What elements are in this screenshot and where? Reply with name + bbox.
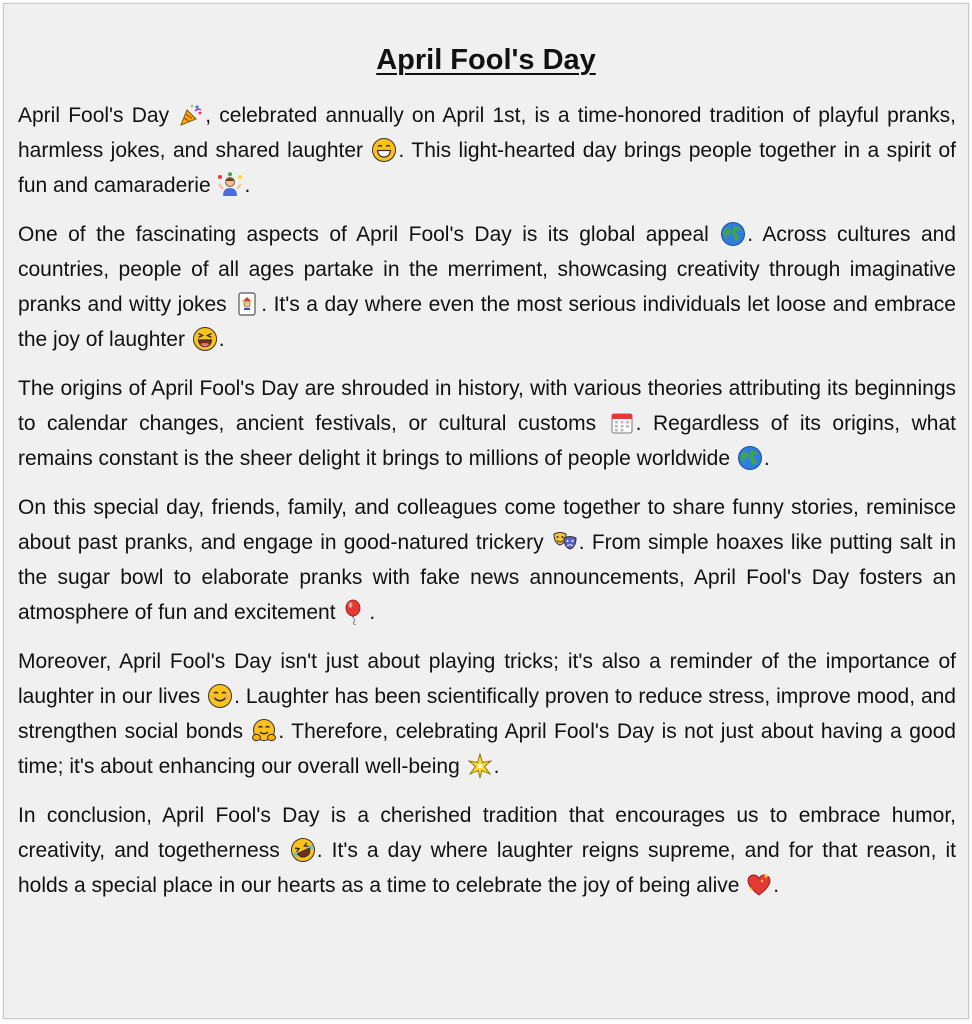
smiling-face-icon xyxy=(207,683,233,709)
paragraph xyxy=(18,798,956,903)
paragraph-text: . From simple hoaxes like putting salt in the sugar bowl to elaborate pranks with fake news announcements, April Fool's Day fosters an atmosphere of fun and excitement xyxy=(18,531,957,624)
paragraph-text: April Fool's Day xyxy=(18,104,178,127)
paragraph xyxy=(18,98,956,203)
paragraph-text: One of the fascinating aspects of April Fool's Day is its global appeal xyxy=(18,223,720,246)
document-page xyxy=(3,3,969,1019)
paragraph xyxy=(18,371,956,476)
paragraph xyxy=(18,644,956,784)
paragraph-text: . xyxy=(493,755,500,778)
paragraph-text: . Across cultures and countries, people of all ages partake in the merriment, showcasing creativity through imaginative pranks and witty jokes xyxy=(18,223,956,316)
sparkling-heart-icon xyxy=(746,872,772,898)
sparkle-star-icon xyxy=(467,753,493,779)
juggling-person-icon xyxy=(217,172,243,198)
paragraph-text: . xyxy=(218,328,225,351)
paragraph-text: . xyxy=(244,174,251,197)
grinning-face-icon xyxy=(371,137,397,163)
balloon-icon xyxy=(342,599,368,625)
masks-icon xyxy=(552,529,578,555)
paragraph-text: . xyxy=(369,601,376,624)
paragraph-text: . Therefore, celebrating April Fool's Day is not just about having a good time; it's about enhancing our overall well-being xyxy=(18,720,956,778)
paragraph-text: . It's a day where laughter reigns supreme, and for that reason, it holds a special place in our hearts as a time to celebrate the joy of being alive xyxy=(18,839,957,897)
paragraph-text: . Laughter has been scientifically proven to reduce stress, improve mood, and strengthen social bonds xyxy=(18,685,956,743)
hugging-face-icon xyxy=(251,718,277,744)
globe-icon xyxy=(720,221,746,247)
paragraph-text: . Regardless of its origins, what remains constant is the sheer delight it brings to millions of people worldwide xyxy=(18,412,956,470)
laughing-face-icon xyxy=(192,326,218,352)
paragraph-text: . xyxy=(763,447,770,470)
calendar-icon xyxy=(609,410,635,436)
paragraph-text: In conclusion, April Fool's Day is a cherished tradition that encourages us to embrace humor, creativity, and togetherness xyxy=(18,804,956,862)
document-body xyxy=(18,98,956,917)
party-popper-icon xyxy=(178,102,204,128)
paragraph-text: On this special day, friends, family, and colleagues come together to share funny stories, reminisce about past pranks, and engage in good-natured trickery xyxy=(18,496,956,554)
paragraph-text: , celebrated annually on April 1st, is a time-honored tradition of playful pranks, harmless jokes, and shared laughter xyxy=(18,104,956,162)
paragraph xyxy=(18,490,956,630)
joker-card-icon xyxy=(234,291,260,317)
rolling-laughing-face-icon xyxy=(290,837,316,863)
paragraph-text: . This light-hearted day brings people together in a spirit of fun and camaraderie xyxy=(18,139,956,197)
paragraph-text: . It's a day where even the most serious individuals let loose and embrace the joy of laughter xyxy=(18,293,956,351)
globe-icon xyxy=(737,445,763,471)
paragraph-text: Moreover, April Fool's Day isn't just about playing tricks; it's also a reminder of the importance of laughter in our lives xyxy=(18,650,956,708)
paragraph-text: . xyxy=(773,874,780,897)
paragraph-text: The origins of April Fool's Day are shrouded in history, with various theories attributing its beginnings to calendar changes, ancient festivals, or cultural customs xyxy=(18,377,956,435)
page-title: April Fool's Day xyxy=(376,44,596,76)
paragraph xyxy=(18,217,956,357)
